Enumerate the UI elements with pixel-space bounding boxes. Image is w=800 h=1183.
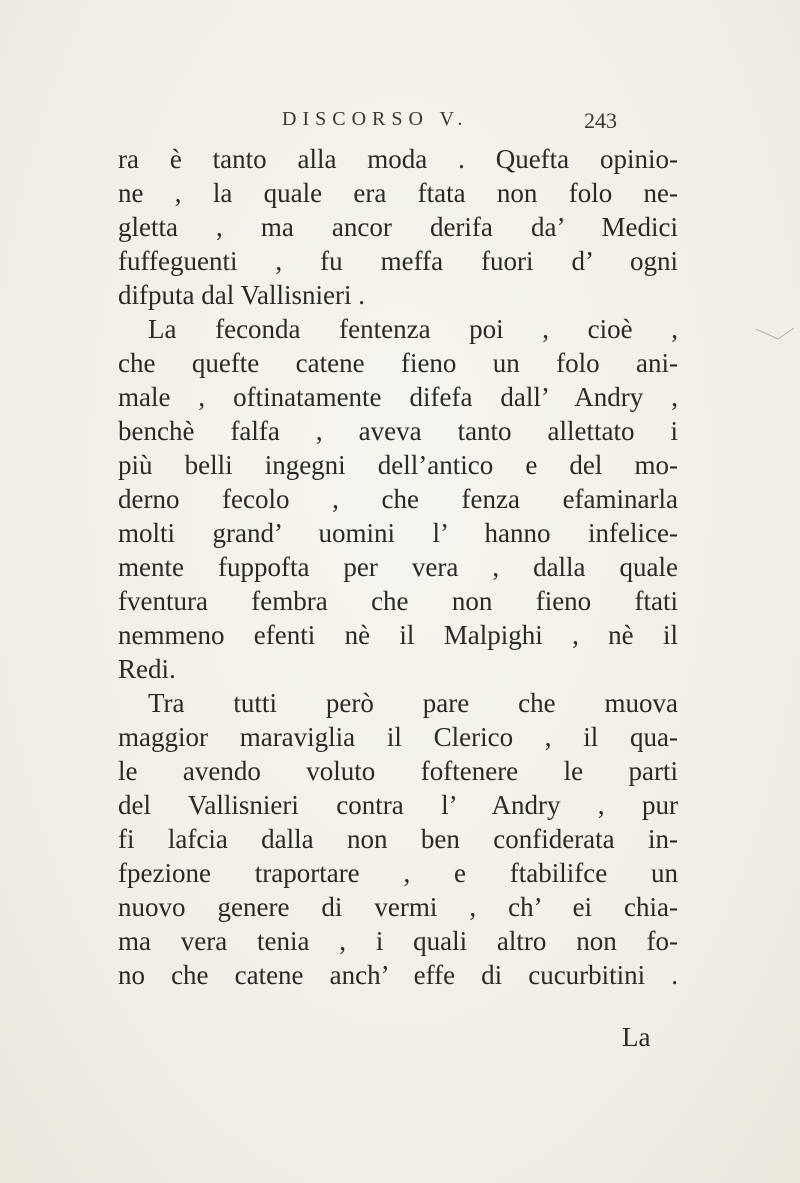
- text-line: fuffeguenti , fu meffa fuori d’ ogni: [118, 246, 678, 276]
- text-line: mente fuppofta per vera , dalla quale: [118, 552, 678, 582]
- text-line: nuovo genere di vermi , ch’ ei chia-: [118, 892, 678, 922]
- text-line: le avendo voluto foftenere le parti: [118, 756, 678, 786]
- page-number: 243: [584, 108, 617, 133]
- text-line: maggior maraviglia il Clerico , il qua-: [118, 722, 678, 752]
- running-head: DISCORSO V.: [282, 108, 469, 130]
- text-line: ne , la quale era ftata non folo ne-: [118, 178, 678, 208]
- text-line: derno fecolo , che fenza efaminarla: [118, 484, 678, 514]
- catchword: La: [622, 1022, 651, 1052]
- text-line: male , oftinatamente difefa dall’ Andry ,: [118, 382, 678, 412]
- body-text: [118, 142, 678, 992]
- text-line: difputa dal Vallisnieri .: [118, 280, 365, 310]
- text-line: più belli ingegni dell’antico e del mo-: [118, 450, 678, 480]
- text-line: molti grand’ uomini l’ hanno infelice-: [118, 518, 678, 548]
- text-line: fi lafcia dalla non ben confiderata in-: [118, 824, 678, 854]
- text-line: gletta , ma ancor derifa da’ Medici: [118, 212, 678, 242]
- text-line: che quefte catene fieno un folo ani-: [118, 348, 678, 378]
- text-line: nemmeno efenti nè il Malpighi , nè il: [118, 620, 678, 650]
- text-line: no che catene anch’ effe di cucurbitini .: [118, 960, 678, 990]
- text-line: La feconda fentenza poi , cioè ,: [148, 314, 678, 344]
- page-header: [0, 108, 800, 138]
- text-line: fventura fembra che non fieno ftati: [118, 586, 678, 616]
- text-line: Tra tutti però pare che muova: [148, 688, 678, 718]
- text-line: benchè falfa , aveva tanto allettato i: [118, 416, 678, 446]
- text-line: ra è tanto alla moda . Quefta opinio-: [118, 144, 678, 174]
- text-line: fpezione traportare , e ftabilifce un: [118, 858, 678, 888]
- text-line: ma vera tenia , i quali altro non fo-: [118, 926, 678, 956]
- text-line: del Vallisnieri contra l’ Andry , pur: [118, 790, 678, 820]
- paper-crease-mark: [756, 328, 794, 340]
- text-line: Redi.: [118, 654, 176, 684]
